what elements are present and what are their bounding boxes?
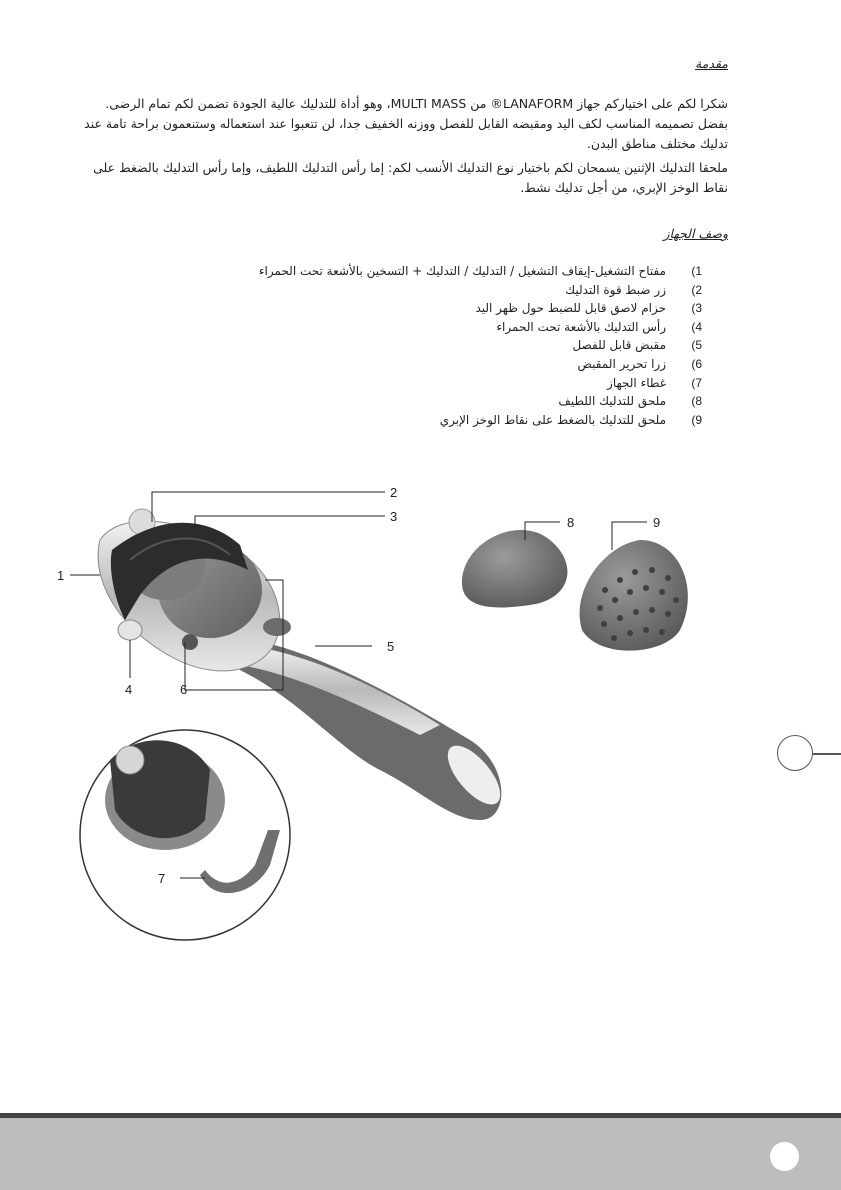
list-item: 6)زرا تحرير المقبض bbox=[577, 356, 702, 371]
gentle-massage-accessory bbox=[462, 530, 568, 607]
acupressure-accessory bbox=[580, 540, 688, 651]
list-item: 5)مقبض قابل للفصل bbox=[572, 338, 702, 353]
release-button bbox=[182, 634, 198, 650]
description-heading: وصف الجهاز bbox=[663, 226, 728, 241]
handle-button bbox=[263, 618, 291, 636]
list-item: 2)زر ضبط قوة التدليك bbox=[565, 282, 702, 297]
page-marker bbox=[770, 1142, 799, 1171]
parts-list bbox=[259, 262, 702, 429]
callout-5: 5 bbox=[387, 639, 395, 654]
callout-8: 8 bbox=[567, 515, 575, 530]
device-illustration bbox=[0, 470, 841, 950]
callout-9: 9 bbox=[653, 515, 661, 530]
detail-inset bbox=[80, 730, 290, 940]
page-footer bbox=[0, 1118, 841, 1190]
language-tab-line bbox=[813, 753, 841, 755]
callout-6: 6 bbox=[180, 682, 188, 697]
intro-paragraph-2: بفضل تصميمه المناسب لكف اليد ومقبضه القابل للفصل ووزنه الخفيف جدا، لن تتعبوا عند استعماله وستنعمون براحة تامة عند تدليك مختلف مناطق البدن. bbox=[84, 116, 728, 151]
callout-4: 4 bbox=[125, 682, 133, 697]
callout-7: 7 bbox=[158, 871, 166, 886]
callout-3: 3 bbox=[390, 509, 398, 524]
callout-2: 2 bbox=[390, 485, 398, 500]
list-item: 8)ملحق للتدليك اللطيف bbox=[558, 394, 702, 409]
callout-1: 1 bbox=[57, 568, 65, 583]
list-item: 4)رأس التدليك بالأشعة تحت الحمراء bbox=[496, 319, 702, 334]
list-item: 9)ملحق للتدليك بالضغط على نقاط الوخز الإبري bbox=[439, 412, 702, 427]
list-item: 7)غطاء الجهاز bbox=[607, 375, 702, 390]
intro-heading: مقدمة bbox=[695, 56, 728, 71]
list-item: 3)حزام لاصق قابل للضبط حول ظهر اليد bbox=[475, 301, 702, 316]
intro-paragraph-3: ملحقا التدليك الإثنين يسمحان لكم باختيار نوع التدليك الأنسب لكم: إما رأس التدليك اللطيف، وإما رأس التدليك بالضغط على نقاط الوخز الإبري، من أجل تدليك نشط. bbox=[93, 160, 728, 195]
list-item: 1)مفتاح التشغيل-إيقاف التشغيل / التدليك / التدليك + التسخين بالأشعة تحت الحمراء bbox=[258, 264, 702, 278]
intro-paragraph-1: شكرا لكم على اختياركم جهاز LANAFORM® من MULTI MASS، وهو أداة للتدليك عالية الجودة تضمن لكم تمام الرضى. bbox=[105, 96, 728, 111]
language-tab-marker bbox=[777, 735, 813, 771]
